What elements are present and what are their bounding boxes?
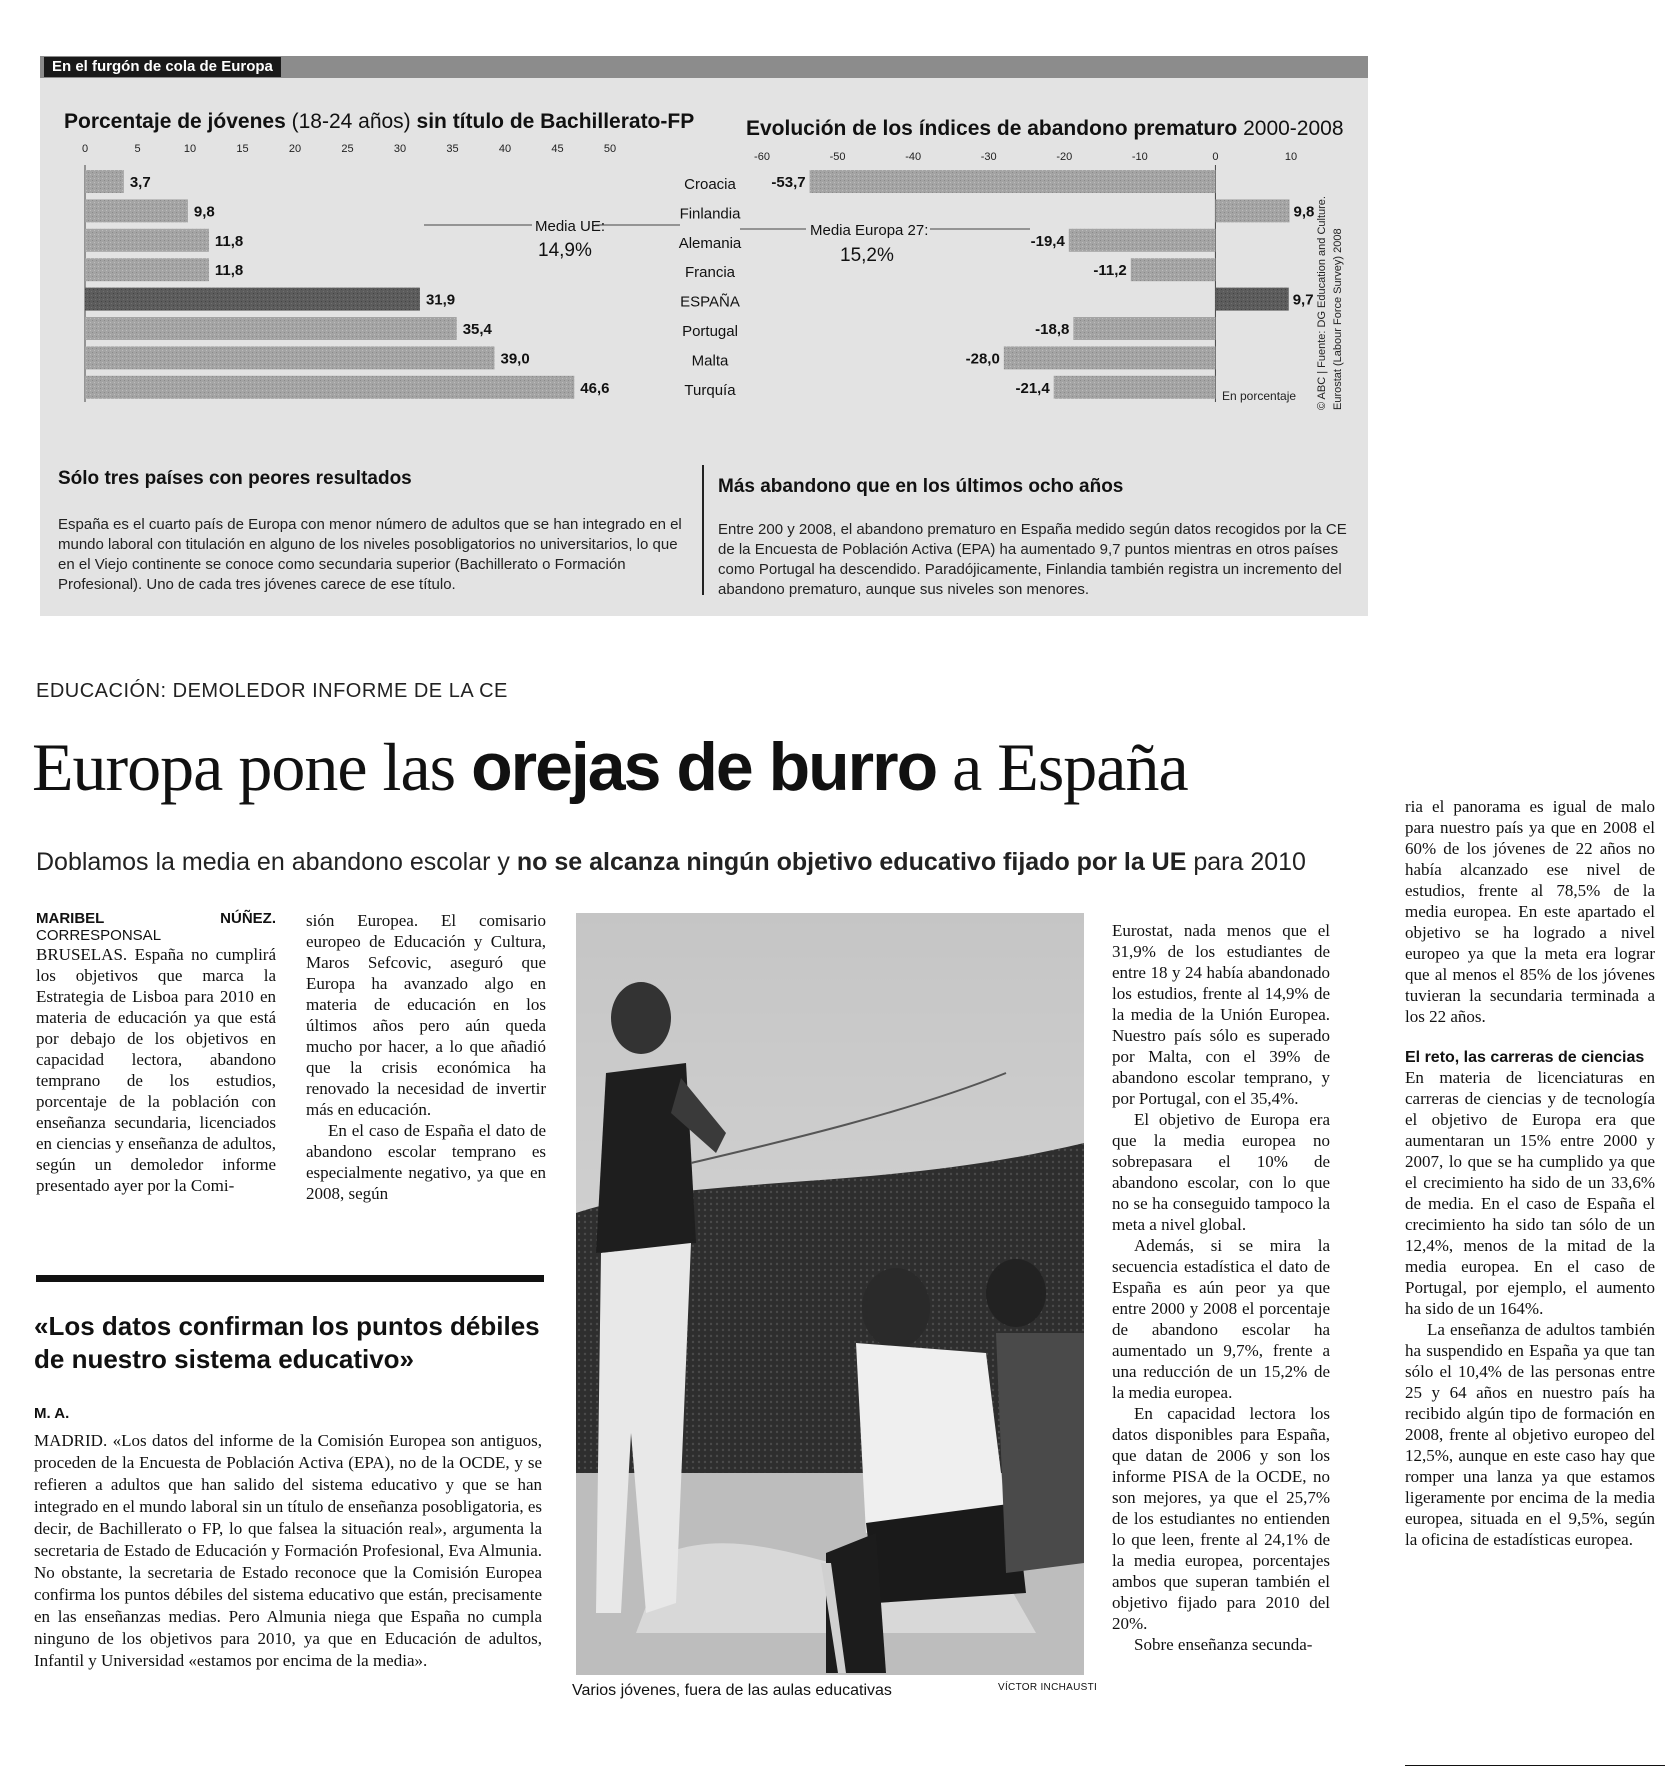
right-x-tick-label: -20	[1056, 151, 1073, 163]
photo-caption: Varios jóvenes, fuera de las aulas educativas	[572, 1682, 892, 1699]
photo-credit: VÍCTOR INCHAUSTI	[998, 1682, 1098, 1693]
category-label: Portugal	[682, 323, 738, 340]
right-bar	[1215, 288, 1288, 311]
left-bar-value-label: 11,8	[214, 262, 244, 280]
right-x-tick-label: -60	[754, 151, 770, 163]
col2-paragraph-2: En el caso de España el dato de abandono escolar temprano es especialmente negativo, ya que en 2008, según	[306, 1121, 546, 1203]
left-x-tick-label: 25	[341, 143, 354, 155]
col2-paragraph-1: sión Europea. El comisario europeo de Educación y Cultura, Maros Sefcovic, aseguró que Europa ha avanzado algo en materia de educación en los últimos años pero aún queda mucho por hacer, a lo que añadió que la crisis económica ha renovado la necesidad de invertir más en educación.	[306, 911, 546, 1119]
subhead-bold: no se alcanza ningún objetivo educativo fijado por la UE	[516, 848, 1187, 876]
byline-role: CORRESPONSAL	[36, 927, 162, 944]
article-column-1	[36, 910, 276, 1196]
right-bar	[1069, 229, 1216, 252]
left-mean-value: 14,9%	[538, 240, 592, 261]
right-x-tick-label: -30	[980, 151, 997, 163]
col3-paragraph-4: En capacidad lectora los datos disponibles para España, que datan de 2006 y son los informe PISA de la OCDE, no son mejores, ya que el 25,7% de los estudiantes no entienden lo que leen, frente al 24,1% de la media europea, porcentajes ambos que superan también el objetivo fijado para 2010 del 20%.	[1112, 1404, 1330, 1633]
article-column-2	[306, 910, 546, 1204]
right-chart-title-light: 2000-2008	[1237, 117, 1344, 140]
unit-note: En porcentaje	[1222, 389, 1297, 403]
left-x-tick-label: 45	[551, 143, 564, 155]
left-x-tick-label: 10	[183, 143, 197, 155]
subhead-part2: para 2010	[1186, 848, 1306, 876]
category-label: Finlandia	[679, 205, 741, 223]
news-photo	[576, 913, 1084, 1675]
right-bar	[1215, 199, 1289, 222]
left-bar	[85, 346, 495, 369]
left-chart-title-bold2: sin título de Bachillerato-FP	[416, 110, 695, 133]
col4-paragraph-1: ria el panorama es igual de malo para nuestro país ya que en 2008 el 60% de los jóvenes de 22 años no había alcanzado ese nivel de estudios, frente al 78,5% de la media europea. En este apartado el objetivo se ha logrado a nivel europeo ya que la meta era lograr que al menos el 85% de los jóvenes tuvieran la secundaria terminada a los 22 años.	[1405, 797, 1655, 1026]
right-chart-title-bold: Evolución de los índices de abandono prematuro	[746, 117, 1238, 140]
right-bar-value-label: -28,0	[965, 350, 1000, 368]
right-x-tick-label: -40	[905, 151, 922, 163]
right-x-tick-label: -10	[1131, 151, 1148, 163]
category-label: Turquía	[684, 381, 736, 399]
left-bar	[85, 229, 209, 252]
photo-image	[576, 913, 1084, 1675]
col4-paragraph-2: En materia de licenciaturas en carreras de ciencias y de tecnología el objetivo de Europa era que aumentaran un 15% entre 2000 y 2007, lo que se ha cumplido ya que el crecimiento ha sido de un 33,6% de media. En el caso de España el crecimiento ha sido tan sólo de un 12,4%, menos de la mitad de la media europea. En el caso de Portugal, por ejemplo, el aumento ha sido de un 164%.	[1405, 1068, 1655, 1318]
sidebar-title: «Los datos confirman los puntos débiles de nuestro sistema educativo»	[34, 1311, 540, 1374]
left-bar-value-label: 11,8	[214, 232, 244, 250]
headline-part2: a España	[936, 729, 1188, 805]
right-bar	[810, 170, 1216, 193]
left-bar	[85, 288, 420, 311]
sidebar-body: MADRID. «Los datos del informe de la Comisión Europea son antiguos, proceden de la Encuesta de Población Activa (EPA), no de la OCDE, y se refieren a adultos que han salido del sistema educativo y que se han integrado en el mundo laboral sin un título de enseñanza posobligatoria, es decir, de Bachillerato o FP, lo que falsea la situación real», argumenta la secretaria de Estado de Educación y Formación Profesional, Eva Almunia. No obstante, la secretaria de Estado reconoce que la Comisión Europea confirma los puntos débiles del sistema educativo que están, precisamente en las enseñanzas medias. Pero Almunia niega que España no cumpla ninguno de los objetivos para 2010, ya que en Educación de adultos, Infantil y Universidad «estamos por encima de la media».	[34, 1431, 542, 1670]
right-bar-value-label: 9,7	[1292, 291, 1314, 309]
infobox1-title: Sólo tres países con peores resultados	[58, 468, 412, 489]
right-x-tick-label: -50	[829, 151, 846, 163]
left-bar-value-label: 9,8	[193, 203, 215, 221]
right-bar-value-label: -18,8	[1035, 321, 1070, 338]
left-bar	[85, 170, 124, 193]
infobox2-title: Más abandono que en los últimos ocho años	[718, 476, 1124, 497]
category-label: ESPAÑA	[680, 293, 740, 311]
left-bar-value-label: 39,0	[500, 350, 530, 368]
right-mean-label: Media Europa 27:	[810, 222, 929, 239]
source-line2: Eurostat (Labour Force Survey) 2008	[1332, 228, 1344, 410]
left-x-tick-label: 15	[236, 143, 249, 155]
left-x-tick-label: 40	[498, 143, 512, 155]
infobox2-text: Entre 200 y 2008, el abandono prematuro en España medido según datos recogidos por la CE de la Encuesta de Población Activa (EPA) ha aumentado 9,7 puntos mientras en otros países como Portugal ha descendido. Paradójicamente, Finlandia también registra un incremento del abandono prematuro, aunque sus niveles son menores.	[718, 521, 1347, 598]
infobox-divider	[702, 465, 704, 595]
left-mean-label: Media UE:	[535, 218, 606, 235]
article-column-4	[1405, 796, 1655, 1550]
right-x-tick-label: 10	[1284, 151, 1298, 163]
right-mean-value: 15,2%	[840, 245, 894, 266]
right-bar	[1073, 317, 1215, 340]
category-label: Malta	[691, 352, 729, 370]
right-x-tick-label: 0	[1212, 151, 1219, 163]
category-label: Alemania	[678, 234, 742, 252]
left-x-tick-label: 50	[603, 143, 617, 155]
col3-paragraph-2: El objetivo de Europa era que la media europea no sobrepasara el 10% de abandono escolar, con lo que no se ha conseguido tampoco la meta a nivel global.	[1112, 1110, 1330, 1234]
left-bar-value-label: 3,7	[129, 174, 151, 191]
byline-name: MARIBEL NÚÑEZ.	[36, 910, 276, 927]
sidebar-byline: M. A.	[34, 1405, 70, 1422]
byline	[36, 910, 276, 944]
headline-part1: Europa pone las	[32, 729, 472, 805]
article-column-3	[1112, 920, 1330, 1655]
subhead	[36, 848, 1306, 877]
left-bar-value-label: 35,4	[462, 321, 492, 338]
left-bar	[85, 317, 457, 340]
col3-paragraph-1: Eurostat, nada menos que el 31,9% de los estudiantes de entre 18 y 24 había abandonado los estudios, frente al 14,9% de la media de la Unión Europea. Nuestro país sólo es superado por Malta, con el 39% de abandono escolar temprano, y por Portugal, con el 35,4%.	[1112, 921, 1330, 1108]
col4-paragraph-3: La enseñanza de adultos también ha suspendido en España ya que tan sólo el 10,4% de las personas entre 25 y 64 años en nuestro país ha recibido algún tipo de formación en 2008, frente al objetivo europeo del 12,5%, aunque en este caso hay que romper una lanza ya que estamos ligeramente por encima de la media europea, situada en el 9,5%, según la oficina de estadísticas europea.	[1405, 1320, 1655, 1549]
right-bar-value-label: -21,4	[1015, 379, 1050, 397]
infobox1-text: España es el cuarto país de Europa con menor número de adultos que se han integrado en el mundo laboral con titulación en alguno de los niveles posobligatorios no universitarios, lo que en el Viejo continente se conoce como secundaria superior (Bachillerato o Formación Profesional). Uno de cada tres jóvenes carece de ese título.	[58, 516, 682, 593]
col3-paragraph-5: Sobre enseñanza secunda-	[1134, 1635, 1313, 1654]
left-x-tick-label: 5	[134, 143, 141, 155]
headline-bold: orejas de burro	[471, 729, 937, 805]
left-bar-value-label: 31,9	[425, 291, 456, 309]
category-label: Croacia	[684, 176, 736, 193]
subhead-part1: Doblamos la media en abandono escolar y	[36, 848, 517, 876]
sidebar-rule	[36, 1275, 544, 1282]
left-bar	[85, 258, 209, 281]
headline	[32, 728, 1188, 807]
column-end-rule	[1405, 1765, 1665, 1766]
right-bar	[1004, 346, 1216, 369]
col4-subhead: El reto, las carreras de ciencias	[1405, 1049, 1645, 1066]
kicker: EDUCACIÓN: DEMOLEDOR INFORME DE LA CE	[36, 680, 508, 702]
col3-paragraph-3: Además, si se mira la secuencia estadística el dato de España es aún peor ya que entre 2000 y 2008 el porcentaje de abandono escolar ha aumentado un 9,7%, frente a una reducción de un 15,2% de la media europea.	[1112, 1236, 1330, 1402]
left-x-tick-label: 30	[393, 143, 407, 155]
infographic-tag: En el furgón de cola de Europa	[44, 57, 281, 77]
left-bar	[85, 376, 574, 399]
right-bar-value-label: -53,7	[771, 174, 806, 191]
right-bar-value-label: 9,8	[1293, 203, 1315, 221]
left-x-tick-label: 0	[81, 143, 89, 155]
right-bar	[1131, 258, 1216, 281]
right-bar-value-label: -19,4	[1030, 232, 1065, 250]
right-bar	[1054, 376, 1216, 399]
col1-paragraph: BRUSELAS. España no cumplirá los objetivos que marca la Estrategia de Lisboa para 2010 en materia de educación ya que está por debajo de los objetivos en capacidad lectora, abandono temprano de los estudios, porcentaje de la población con enseñanza secundaria, licenciados en ciencias y enseñanza de adultos, según un demoledor informe presentado ayer por la Comi-	[36, 945, 276, 1195]
left-chart-title-bold1: Porcentaje de jóvenes	[64, 110, 286, 133]
left-bar	[85, 199, 188, 222]
left-bar-value-label: 46,6	[580, 379, 610, 397]
left-x-tick-label: 20	[288, 143, 302, 155]
left-x-tick-label: 35	[446, 143, 459, 155]
category-label: Francia	[684, 264, 736, 282]
right-bar-value-label: -11,2	[1093, 262, 1127, 280]
source-line1: © ABC | Fuente: DG Education and Culture.	[1316, 196, 1328, 410]
left-chart-title-light: (18-24 años)	[285, 110, 417, 133]
